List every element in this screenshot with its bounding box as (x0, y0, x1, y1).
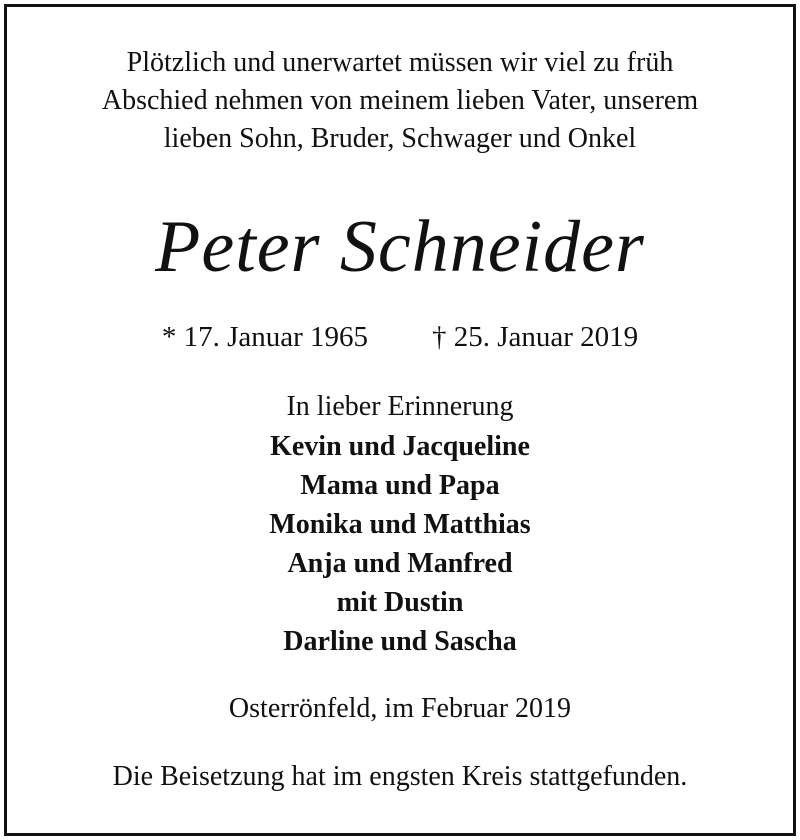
obituary-notice (4, 4, 796, 836)
life-dates (7, 319, 793, 355)
family-line-6: Darline und Sascha (283, 626, 517, 657)
intro-line-2: Abschied nehmen von meinem lieben Vater, unserem (101, 85, 699, 116)
intro-line-3: lieben Sohn, Bruder, Schwager und Onkel (163, 123, 637, 154)
intro-line-1: Plötzlich und unerwartet müssen wir viel zu früh (126, 47, 674, 78)
family-line-5: mit Dustin (336, 587, 464, 618)
burial-note: Die Beisetzung hat im engsten Kreis stattgefunden. (112, 761, 688, 792)
family-line-1: Kevin und Jacqueline (270, 431, 530, 462)
deceased-name: Peter Schneider (155, 206, 645, 288)
birth-date: * 17. Januar 1965 (161, 321, 368, 353)
family-line-4: Anja und Manfred (287, 548, 513, 579)
death-date: † 25. Januar 2019 (432, 321, 639, 353)
family-line-2: Mama und Papa (300, 470, 500, 501)
memory-line: In lieber Erinnerung (286, 391, 514, 422)
family-line-3: Monika und Matthias (269, 509, 531, 540)
place-and-date: Osterrönfeld, im Februar 2019 (228, 693, 572, 724)
